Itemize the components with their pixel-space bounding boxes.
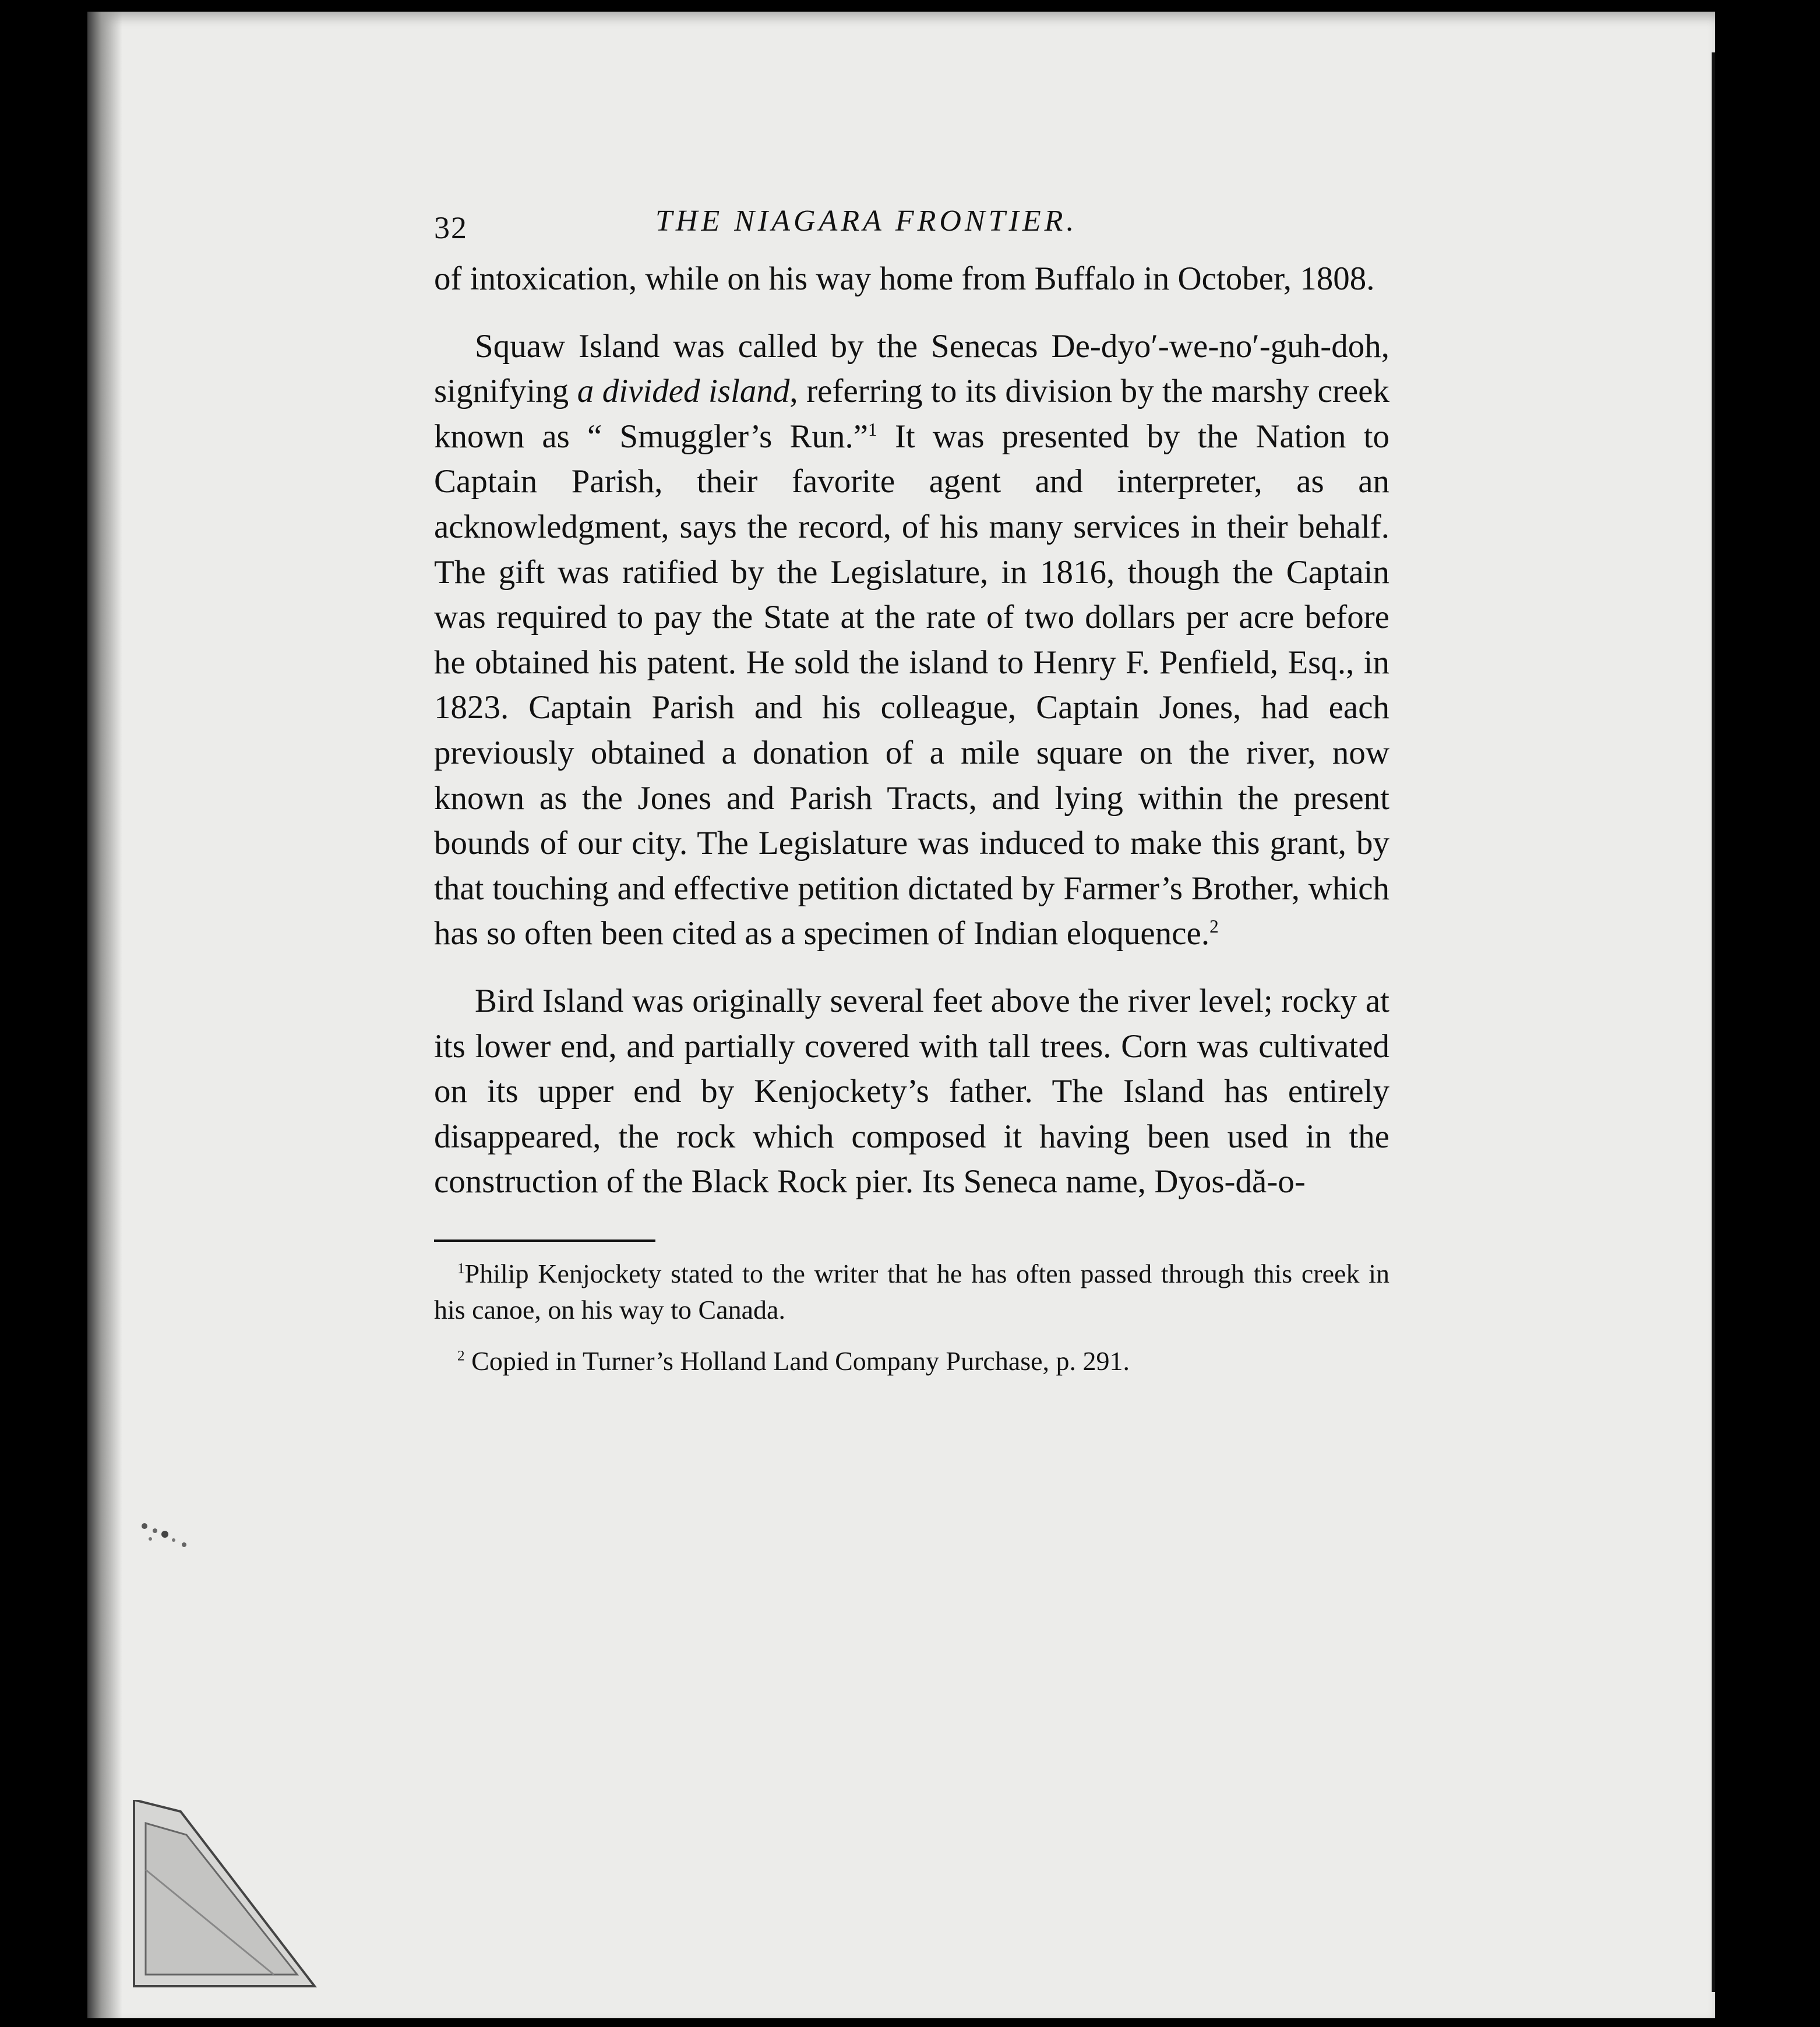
footnote-divider	[434, 1239, 655, 1242]
running-head	[434, 204, 1389, 256]
scan-right-margin	[1715, 0, 1820, 2027]
folded-corner	[122, 1800, 320, 1992]
footnote	[434, 1256, 1389, 1328]
paragraph	[434, 324, 1389, 956]
running-title: THE NIAGARA FRONTIER.	[655, 204, 1078, 238]
page-text	[434, 204, 1389, 1379]
paragraph-gap	[434, 956, 1389, 979]
paragraph: Bird Island was originally several feet above the river level; rocky at its lower end, and partially covered with tall trees. Corn was cultivated on its upper end by Kenjockety’s father. The Island has entirely disappeared, the rock which composed it having been used in the construction of the Black Rock pier. Its Seneca name, Dyos-dă-o-	[434, 982, 1389, 1200]
footnote-text: Philip Kenjockety stated to the writer that he has often passed through this creek in his canoe, on his way to Canada.	[434, 1258, 1389, 1325]
page-number: 32	[434, 210, 468, 245]
footnote-marker: 2	[457, 1347, 465, 1364]
footnote	[434, 1343, 1389, 1379]
footnote-reference: 1	[868, 419, 877, 440]
footnote-text: Copied in Turner’s Holland Land Company Purchase, p. 291.	[471, 1346, 1130, 1376]
paragraph-gap	[434, 302, 1389, 324]
footnote-marker: 1	[457, 1260, 465, 1277]
italic-phrase: a divided island	[577, 373, 790, 410]
footnote-reference: 2	[1209, 916, 1219, 937]
paragraph-text: Squaw Island was called by the Senecas De-dyo′-we-no′-guh-doh, signifying	[434, 327, 1389, 410]
paragraph: of intoxication, while on his way home from Buffalo in October, 1808.	[434, 260, 1375, 297]
ink-smudge	[133, 1514, 203, 1555]
page-edge-shadow	[87, 12, 122, 2018]
paragraph-text: , referring to its division by the marshy creek known as “ Smuggler’s Run.”	[434, 373, 1389, 455]
paragraph-text: It was presented by the Nation to Captain Parish, their favorite agent and interpreter, as an acknowledgment, says the record, of his many services in their behalf. The gift was ratified by the Legislature, in 1816, though the Captain was required to pay the State at the rate of two dollars per acre before he obtained his patent. He sold the island to Henry F. Penfield, Esq., in 1823. Captain Parish and his colleague, Captain Jones, had each previously obtained a donation of a mile square on the river, now known as the Jones and Parish Tracts, and lying within the present bounds of our city. The Legislature was induced to make this grant, by that touching and effective petition dictated by Farmer’s Brother, which has so often been cited as a specimen of Indian eloquence.	[434, 418, 1389, 952]
